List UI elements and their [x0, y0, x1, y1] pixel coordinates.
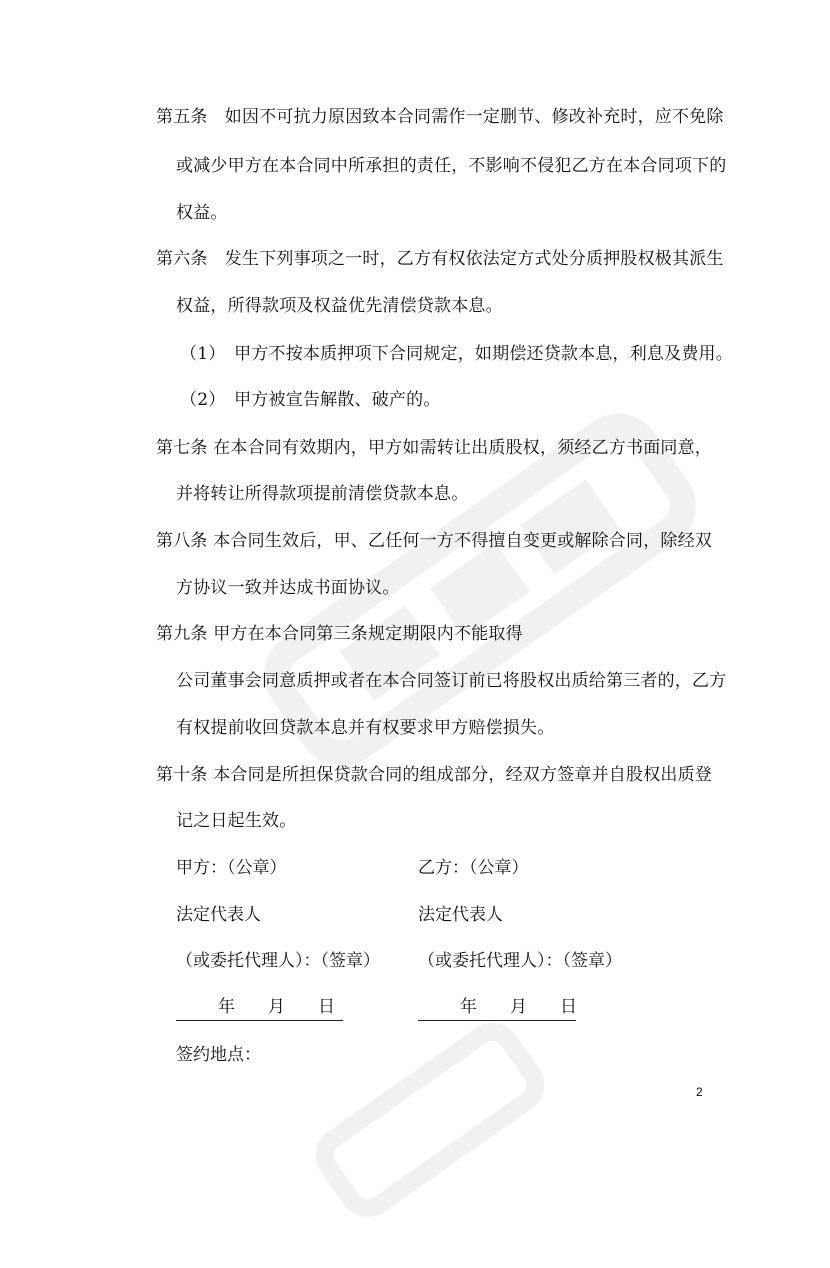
party-b-legal-rep-label: 法定代表人: [418, 905, 503, 925]
article-9-line-3: 有权提前收回贷款本息并有权要求甲方赔偿损失。: [176, 718, 555, 738]
party-b-date-line: [418, 996, 576, 1021]
party-b-date-year: 年: [460, 997, 477, 1017]
party-a-date-month: 月: [268, 997, 285, 1017]
article-9-line-2: 公司董事会同意质押或者在本合同签订前已将股权出质给第三者的，乙方: [176, 671, 727, 691]
article-9-line-1: 第九条 甲方在本合同第三条规定期限内不能取得: [156, 624, 523, 644]
article-5-line-3: 权益。: [176, 203, 228, 223]
article-6-line-2: 权益，所得款项及权益优先清偿贷款本息。: [176, 296, 503, 316]
party-a-date-line: [176, 996, 343, 1021]
article-10-line-2: 记之日起生效。: [176, 811, 297, 831]
party-b-agent-label: （或委托代理人）：（签章）: [418, 951, 622, 971]
party-a-legal-rep-label: 法定代表人: [176, 905, 261, 925]
party-a-date-day: 日: [318, 997, 335, 1017]
article-5-line-2: 或减少甲方在本合同中所承担的责任，不影响不侵犯乙方在本合同项下的: [176, 156, 727, 176]
article-5-line-1: 第五条 如因不可抗力原因致本合同需作一定删节、修改补充时，应不免除: [156, 107, 724, 127]
article-7-line-2: 并将转让所得款项提前清偿贷款本息。: [176, 484, 469, 504]
page-number: 2: [696, 1085, 703, 1099]
party-a-date-year: 年: [218, 997, 235, 1017]
article-6-item-1: （1） 甲方不按本质押项下合同规定，如期偿还贷款本息，利息及费用。: [180, 344, 733, 364]
article-7-line-1: 第七条 在本合同有效期内，甲方如需转让出质股权，须经乙方书面同意，: [156, 438, 713, 458]
article-10-line-1: 第十条 本合同是所担保贷款合同的组成部分，经双方签章并自股权出质登: [156, 765, 713, 785]
party-b-date-month: 月: [510, 997, 527, 1017]
party-a-seal-label: 甲方：（公章）: [176, 858, 287, 878]
signing-place-label: 签约地点：: [176, 1045, 261, 1065]
article-6-item-2: （2） 甲方被宣告解散、破产的。: [180, 390, 441, 410]
article-6-line-1: 第六条 发生下列事项之一时，乙方有权依法定方式处分质押股权极其派生: [156, 249, 724, 269]
party-a-agent-label: （或委托代理人）：（签章）: [176, 951, 380, 971]
article-8-line-2: 方协议一致并达成书面协议。: [176, 578, 400, 598]
party-b-date-day: 日: [560, 997, 577, 1017]
article-8-line-1: 第八条 本合同生效后，甲、乙任何一方不得擅自变更或解除合同，除经双: [156, 531, 713, 551]
party-b-seal-label: 乙方：（公章）: [418, 858, 529, 878]
